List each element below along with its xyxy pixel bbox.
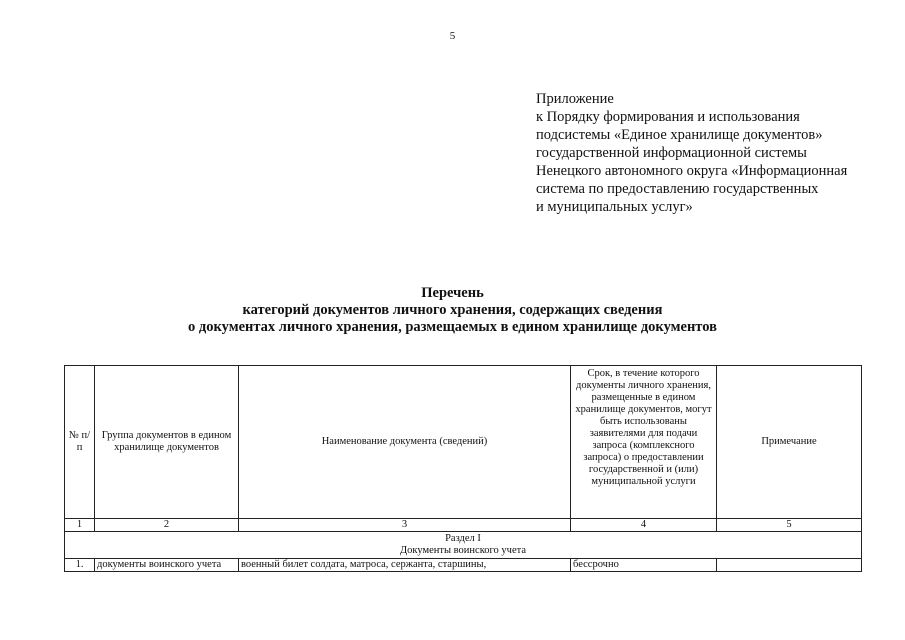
table-row xyxy=(65,559,862,572)
column-number: 4 xyxy=(571,519,717,532)
appendix-line: к Порядку формирования и использования xyxy=(536,109,800,125)
section-row xyxy=(65,532,862,559)
row-name: военный билет солдата, матроса, сержанта, старшины, xyxy=(239,559,571,572)
table-header-row xyxy=(65,366,862,519)
row-group: документы воинского учета xyxy=(95,559,239,572)
row-term: бессрочно xyxy=(571,559,717,572)
document-title xyxy=(0,285,905,336)
column-number: 1 xyxy=(65,519,95,532)
appendix-line: и муниципальных услуг» xyxy=(536,199,693,215)
header-name: Наименование документа (сведений) xyxy=(239,366,571,519)
appendix-block xyxy=(536,90,896,216)
section-cell xyxy=(65,532,862,559)
column-number: 5 xyxy=(717,519,862,532)
header-term: Срок, в течение которого документы личного хранения, размещенные в едином хранилище документов, могут быть использованы заявителями для подачи запроса (комплексного запроса) о предоставлении государственной и (или) муниципальной услуги xyxy=(571,366,717,519)
appendix-line: Приложение xyxy=(536,91,614,107)
header-group: Группа документов в едином хранилище документов xyxy=(95,366,239,519)
column-number-row xyxy=(65,519,862,532)
appendix-line: подсистемы «Единое хранилище документов» xyxy=(536,127,823,143)
section-label: Раздел I xyxy=(445,533,481,544)
documents-table xyxy=(64,365,862,572)
column-number: 3 xyxy=(239,519,571,532)
appendix-line: Ненецкого автономного округа «Информационная xyxy=(536,163,848,179)
title-line: категорий документов личного хранения, содержащих сведения xyxy=(242,302,663,318)
section-title: Документы воинского учета xyxy=(399,545,526,556)
header-note: Примечание xyxy=(717,366,862,519)
header-num: № п/п xyxy=(65,366,95,519)
column-number: 2 xyxy=(95,519,239,532)
appendix-line: система по предоставлению государственных xyxy=(536,181,819,197)
row-note xyxy=(717,559,862,572)
title-line: о документах личного хранения, размещаемых в едином хранилище документов xyxy=(188,319,717,335)
appendix-line: государственной информационной системы xyxy=(536,145,807,161)
row-num: 1. xyxy=(65,559,95,572)
title-line: Перечень xyxy=(421,285,484,301)
page-number: 5 xyxy=(449,30,456,42)
